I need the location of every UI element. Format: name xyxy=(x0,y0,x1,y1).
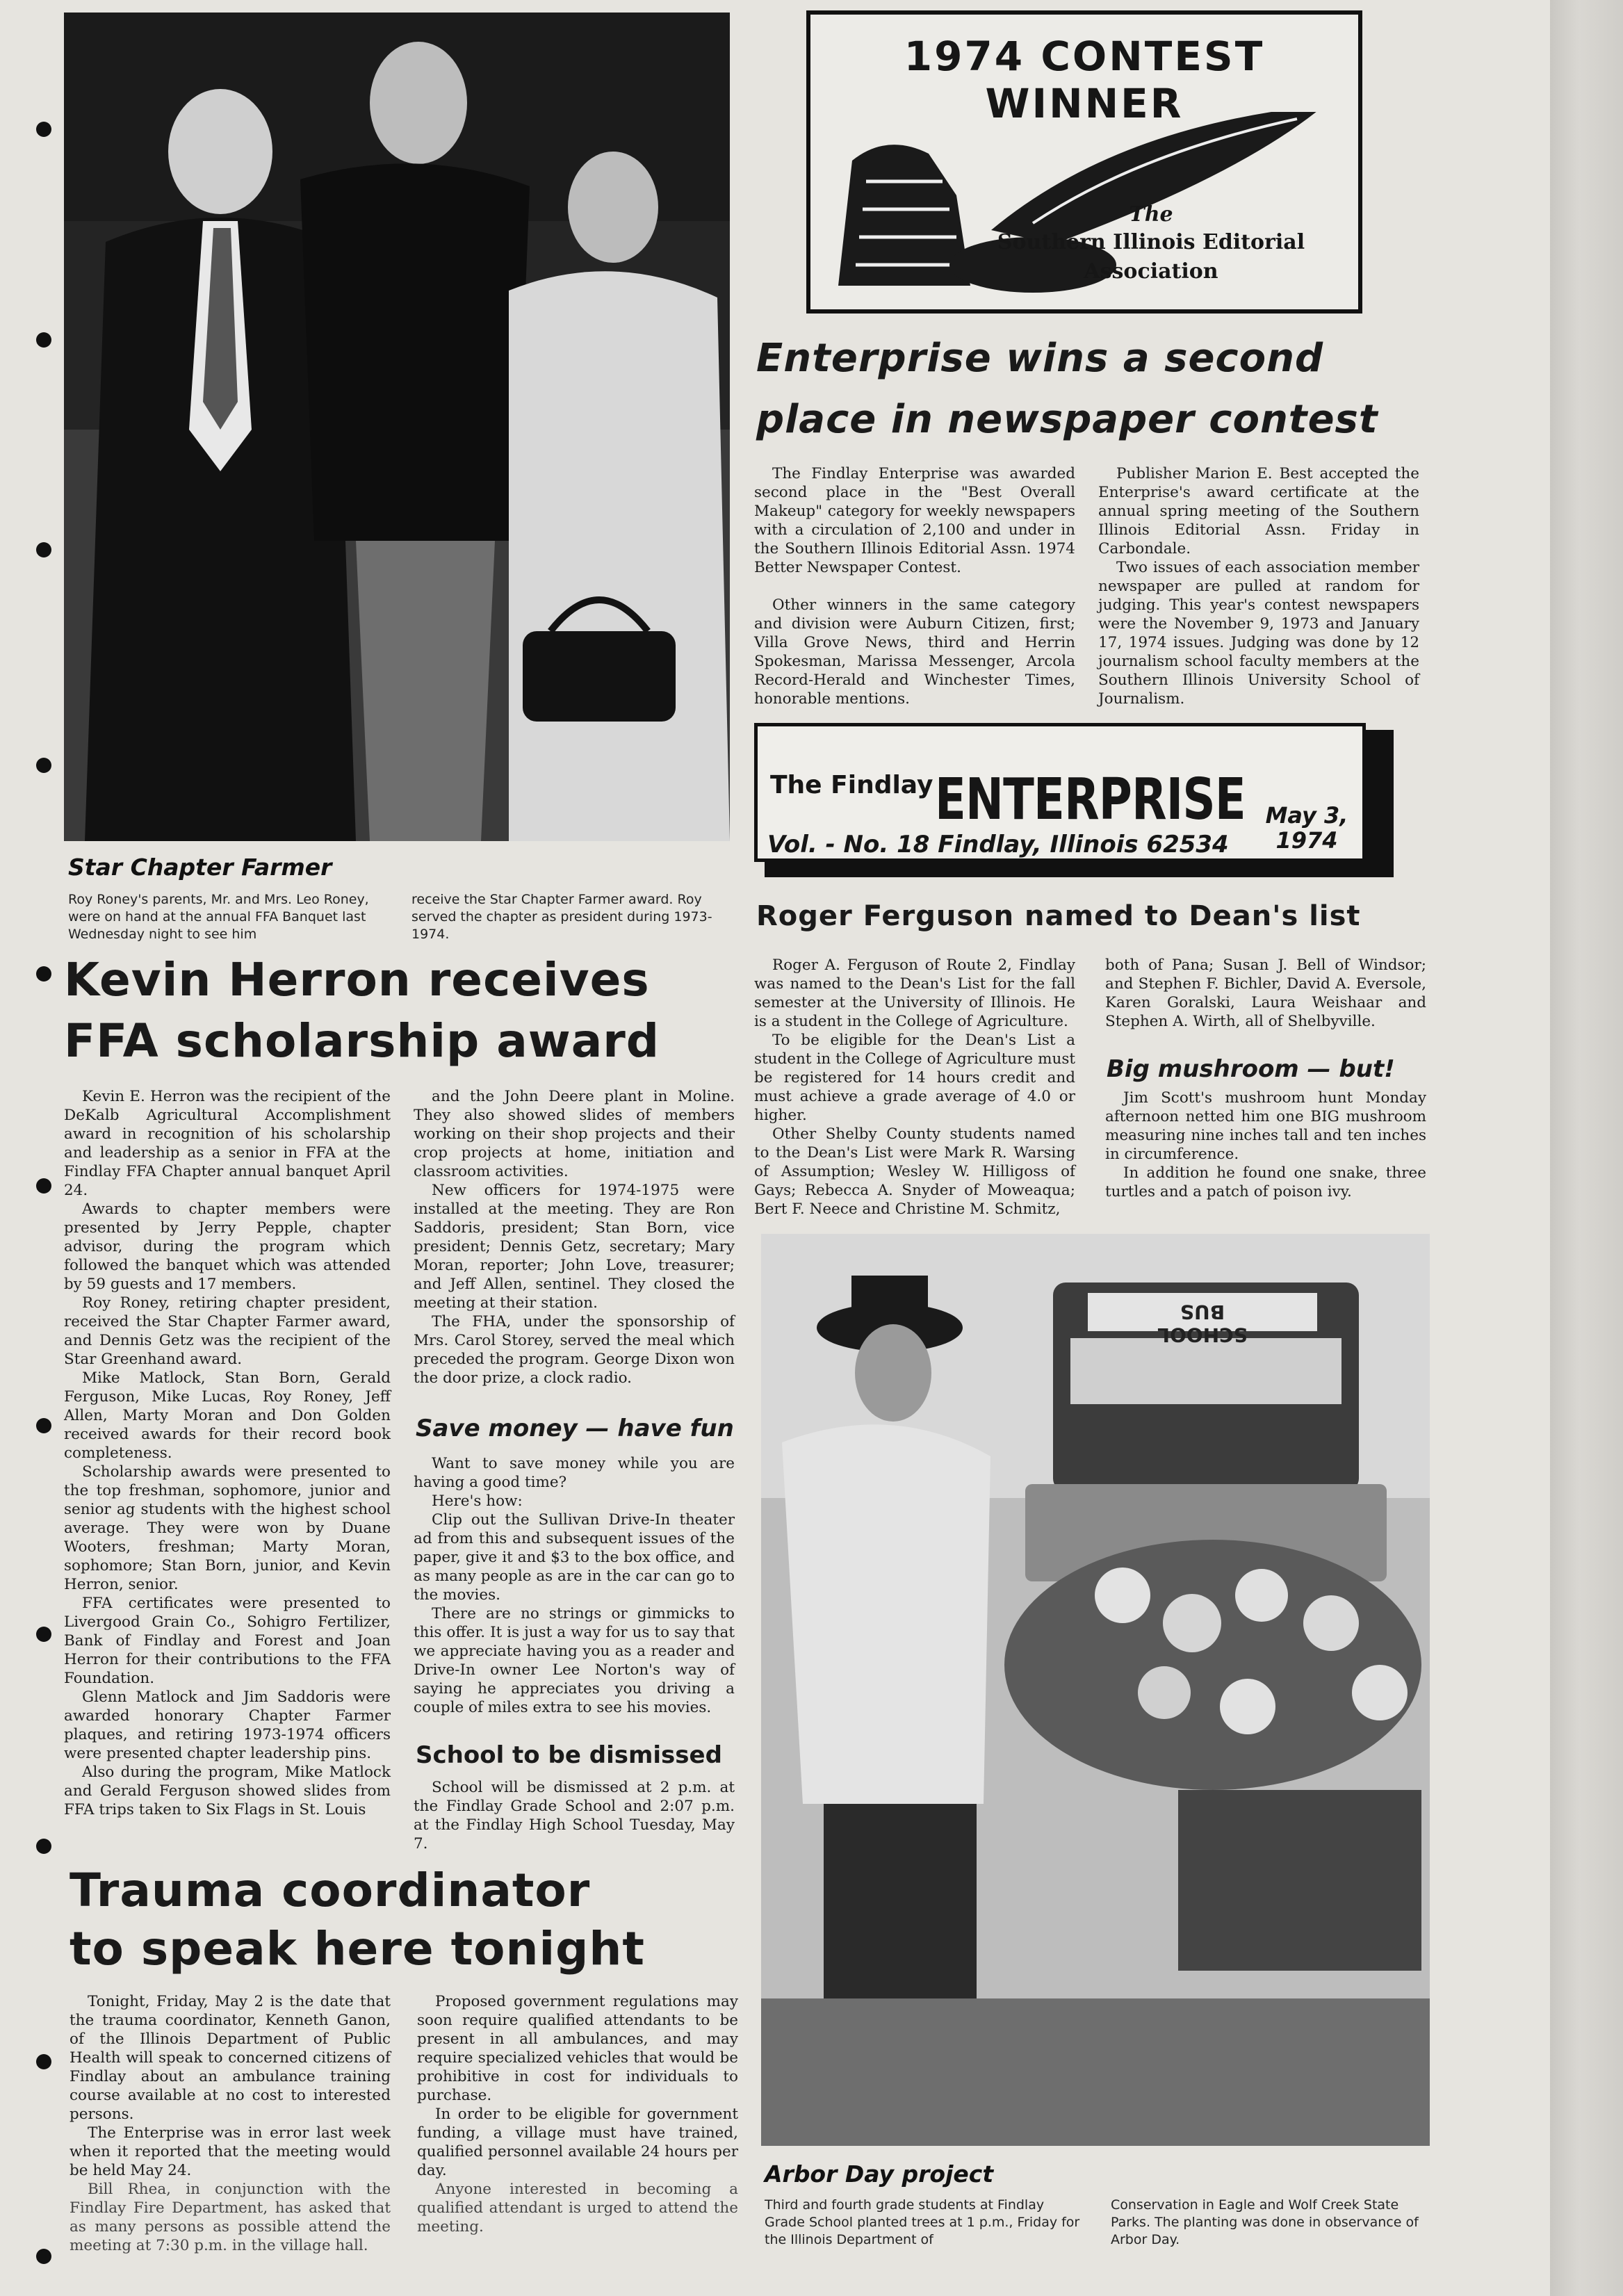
paragraph: Jim Scott's mushroom hunt Monday afternoon netted him one BIG mushroom measuring nine inches tall and ten inches in circumference. xyxy=(1105,1089,1426,1163)
masthead-the-findlay: The Findlay xyxy=(770,771,933,799)
trauma-col-1 xyxy=(70,1992,391,2255)
paragraph: Kevin E. Herron was the recipient of the DeKalb Agricultural Accomplishment award in recognition of his scholarship and leadership as a senior in FFA at the Findlay FFA Chapter annual banquet April 24. xyxy=(64,1088,391,1199)
paragraph: New officers for 1974-1975 were installed at the meeting. They are Ron Saddoris, president; Stan Born, vice president; Dennis Getz, secretary; Mary Moran, reporter; John Love, treasurer; and Jeff Allen, sentinel. They closed the meeting at their station. xyxy=(414,1182,735,1312)
assoc-line-3: Association xyxy=(1084,259,1218,284)
paragraph: Proposed government regulations may soon require qualified attendants to be present in all ambulances, and may require specialized vehicles that would be prohibitive in cost for individuals to purchase. xyxy=(417,1993,738,2104)
masthead-volume: Vol. - No. 18 Findlay, Illinois 62534 xyxy=(767,831,1229,858)
paragraph: Awards to chapter members were presented by Jerry Pepple, chapter advisor, during the program which followed the banquet which was attended by 59 guests and 17 members. xyxy=(64,1200,391,1293)
paragraph: In addition he found one snake, three turtles and a patch of poison ivy. xyxy=(1105,1164,1426,1200)
mushroom-title: Big mushroom — but! xyxy=(1107,1055,1395,1083)
ffa-col-2 xyxy=(414,1087,735,1387)
paragraph: FFA certificates were presented to Livergood Grain Co., Sohigro Fertilizer, Bank of Findlay and Forest and Joan Herron for their contributions to the FFA Foundation. xyxy=(64,1595,391,1687)
binder-hole xyxy=(36,122,51,137)
ffa-headline-line-1: Kevin Herron receives xyxy=(64,953,650,1007)
paragraph: Two issues of each association member newspaper are pulled at random for judging. This year's contest newspapers were the November 9, 1973 and January 17, 1974 issues. Judging was done by 12 journalism school faculty members at the Southern Illinois University School of Journalism. xyxy=(1098,559,1419,708)
star-farmer-caption-title: Star Chapter Farmer xyxy=(68,854,332,881)
contest-title: 1974 CONTEST WINNER xyxy=(904,33,1265,127)
paragraph: Mike Matlock, Stan Born, Gerald Ferguson, Mike Lucas, Roy Roney, Jeff Allen, Marty Moran and Don Golden received awards for their record book completeness. xyxy=(64,1369,391,1462)
arbor-day-caption-left: Third and fourth grade students at Findlay Grade School planted trees at 1 p.m., Friday for the Illinois Department of xyxy=(765,2197,1080,2247)
binder-hole xyxy=(36,1178,51,1194)
ffa-headline-line-2: FFA scholarship award xyxy=(64,1014,660,1068)
paragraph: Other Shelby County students named to the Dean's List were Mark R. Warsing of Assumption; Wesley W. Hilligoss of Gays; Rebecca A. Snyder of Moweaqua; Bert F. Neece and Christine M. Schmitz, xyxy=(754,1125,1075,1218)
trauma-headline-line-2: to speak here tonight xyxy=(70,1922,645,1976)
binder-hole xyxy=(36,1418,51,1433)
trauma-headline-line-1: Trauma coordinator xyxy=(70,1864,591,1917)
paragraph: Publisher Marion E. Best accepted the Enterprise's award certificate at the annual spring meeting of the Southern Illinois Editorial Assn. Friday in Carbondale. xyxy=(1098,465,1419,557)
paragraph: Scholarship awards were presented to the top freshman, sophomore, junior and senior ag students with the highest school average. They were won by Duane Wooters, freshman; Marty Moran, sophomore; Stan Born, junior, and Kevin Herron, senior. xyxy=(64,1463,391,1593)
binder-hole xyxy=(36,2249,51,2264)
paragraph: Also during the program, Mike Matlock and Gerald Ferguson showed slides from FFA trips taken to Six Flags in St. Louis xyxy=(64,1764,391,1818)
binder-hole xyxy=(36,758,51,773)
page-edge xyxy=(1550,0,1623,2296)
ferguson-col-1 xyxy=(754,956,1075,1219)
paragraph: Roger A. Ferguson of Route 2, Findlay was named to the Dean's List for the fall semester at the University of Illinois. He is a student in the College of Agriculture. xyxy=(754,956,1075,1030)
assoc-line-1: The xyxy=(1129,202,1173,227)
bus-sign: SCHOOL BUS xyxy=(1157,1301,1248,1346)
masthead-date-line-1: May 3, xyxy=(1265,802,1348,829)
enterprise-headline-line-2: place in newspaper contest xyxy=(756,397,1378,442)
paragraph: In order to be eligible for government funding, a village must have trained, qualified personnel available 24 hours per day. xyxy=(417,2106,738,2179)
paragraph: To be eligible for the Dean's List a student in the College of Agriculture must be registered for 14 hours credit and must achieve a grade average of 4.0 or higher. xyxy=(754,1032,1075,1124)
enterprise-col-1 xyxy=(754,464,1075,708)
arbor-day-caption-right: Conservation in Eagle and Wolf Creek State Parks. The planting was done in observance of Arbor Day. xyxy=(1111,2197,1419,2247)
masthead-date xyxy=(1258,803,1355,853)
contest-winner-box xyxy=(806,10,1362,314)
masthead xyxy=(754,723,1394,879)
paragraph: Clip out the Sullivan Drive-In theater ad from this and subsequent issues of the paper, give it and $3 to the box office, and as many people as are in the car can go to the movies. xyxy=(414,1511,735,1604)
binder-hole xyxy=(36,2054,51,2069)
paragraph: Glenn Matlock and Jim Saddoris were awarded honorary Chapter Farmer plaques, and retiring 1973-1974 officers were presented chapter leadership pins. xyxy=(64,1688,391,1762)
enterprise-col-2 xyxy=(1098,464,1419,708)
ferguson-col-2 xyxy=(1105,956,1426,1031)
arbor-day-photo xyxy=(761,1234,1430,2146)
paragraph: The Enterprise was in error last week when it reported that the meeting would be held May 24. xyxy=(70,2124,391,2179)
mushroom-body xyxy=(1105,1089,1426,1201)
binder-hole xyxy=(36,542,51,557)
save-money-title: Save money — have fun xyxy=(416,1415,734,1442)
paragraph: There are no strings or gimmicks to this offer. It is just a way for us to say that we appreciate having you as a reader and Drive-In owner Lee Norton's way of saying he appreciates you driving a couple of miles extra to see his movies. xyxy=(414,1605,735,1716)
ferguson-headline: Roger Ferguson named to Dean's list xyxy=(756,900,1361,932)
paragraph: Want to save money while you are having a good time? xyxy=(414,1455,735,1491)
enterprise-headline-line-1: Enterprise wins a second xyxy=(756,336,1324,381)
paragraph: Bill Rhea, in conjunction with the Findlay Fire Department, has asked that as many persons as possible attend the meeting at 7:30 p.m. in the village hall. xyxy=(70,2181,391,2254)
school-dismissed-body xyxy=(414,1778,735,1853)
paragraph: The Findlay Enterprise was awarded second place in the "Best Overall Makeup" category for weekly newspapers with a circulation of 2,100 and under in the Southern Illinois Editorial Assn. 1974 Better Newspaper Contest. xyxy=(754,465,1075,576)
paragraph: School will be dismissed at 2 p.m. at the Findlay Grade School and 2:07 p.m. at the Findlay High School Tuesday, May 7. xyxy=(414,1779,735,1853)
binder-hole xyxy=(36,1839,51,1854)
paragraph: Tonight, Friday, May 2 is the date that the trauma coordinator, Kenneth Ganon, of the Illinois Department of Public Health will speak to concerned citizens of Findlay about an ambulance training course available at no cost to interested persons. xyxy=(70,1993,391,2123)
star-farmer-caption-right: receive the Star Chapter Farmer award. Roy served the chapter as president during 1973-1974. xyxy=(411,892,712,942)
star-farmer-photo xyxy=(64,13,730,841)
paragraph: The FHA, under the sponsorship of Mrs. Carol Storey, served the meal which preceded the program. George Dixon won the door prize, a clock radio. xyxy=(414,1313,735,1387)
ffa-col-1 xyxy=(64,1087,391,1819)
star-farmer-caption-left: Roy Roney's parents, Mr. and Mrs. Leo Roney, were on hand at the annual FFA Banquet last Wednesday night to see him xyxy=(68,892,369,942)
paragraph: and the John Deere plant in Moline. They also showed slides of members working on their shop projects and their crop projects at home, initiation and classroom activities. xyxy=(414,1088,735,1180)
paragraph: Anyone interested in becoming a qualified attendant is urged to attend the meeting. xyxy=(417,2181,738,2236)
paragraph: both of Pana; Susan J. Bell of Windsor; and Stephen F. Bichler, David A. Eversole, Karen Goralski, Laura Weishaar and Stephen A. Wirth, all of Shelbyville. xyxy=(1105,956,1426,1030)
arbor-day-caption-title: Arbor Day project xyxy=(765,2160,994,2188)
paragraph: Roy Roney, retiring chapter president, received the Star Chapter Farmer award, and Dennis Getz was the recipient of the Star Greenhand award. xyxy=(64,1294,391,1368)
paragraph: Other winners in the same category and division were Auburn Citizen, first; Villa Grove News, third and Herrin Spokesman, Marissa Messenger, Arcola Record-Herald and Winchester Times, honorable mentions. xyxy=(754,596,1075,708)
assoc-line-2: Southern Illinois Editorial xyxy=(997,230,1305,254)
school-dismissed-title: School to be dismissed xyxy=(416,1741,722,1769)
binder-hole xyxy=(36,966,51,982)
masthead-date-line-2: 1974 xyxy=(1275,827,1338,854)
binder-hole xyxy=(36,1627,51,1642)
save-money-body xyxy=(414,1454,735,1717)
trauma-col-2 xyxy=(417,1992,738,2236)
masthead-name: ENTERPRISE xyxy=(935,767,1246,833)
binder-hole xyxy=(36,332,51,348)
paragraph: Here's how: xyxy=(432,1492,523,1510)
